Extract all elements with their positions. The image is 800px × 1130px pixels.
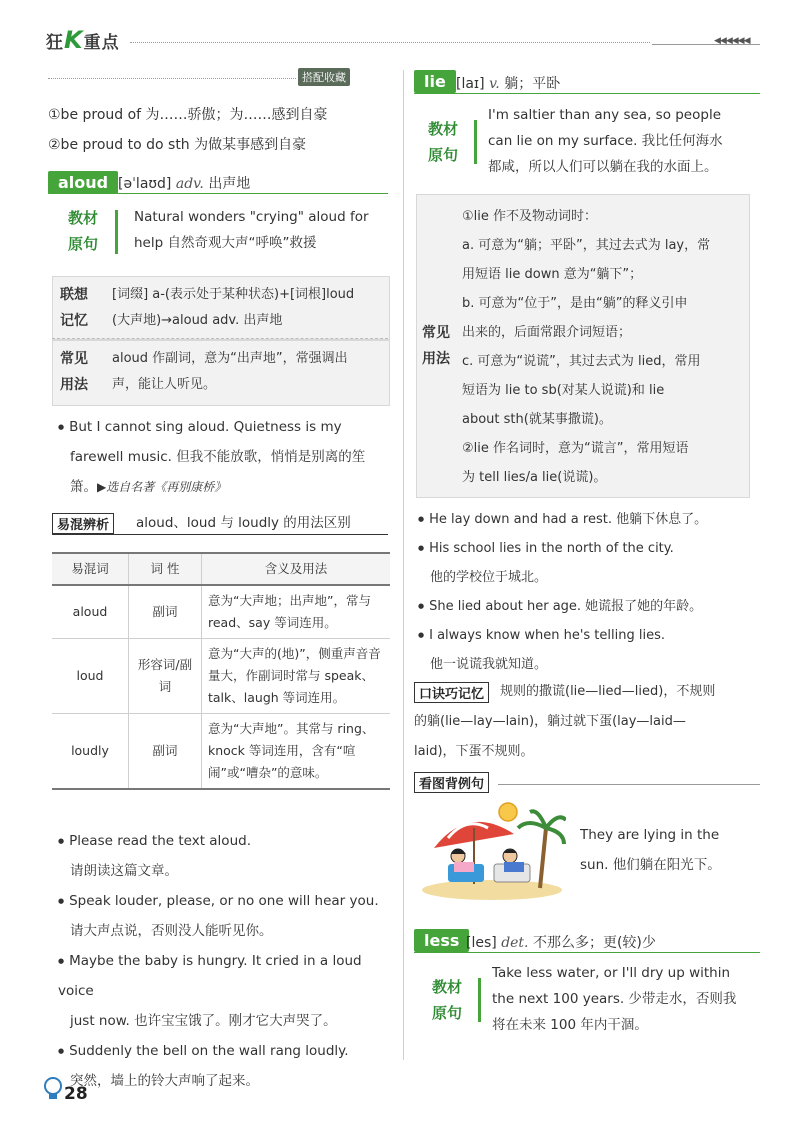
lie-underline: [414, 93, 760, 94]
usage-line: 短语为 lie to sb(对某人说谎)和 lie: [462, 383, 665, 398]
aloud-example-line-2: farewell music. 但我不能放歌，悄悄是别离的笙: [70, 449, 366, 465]
phrase-2: ②be proud to do sth 为做某事感到自豪: [48, 137, 307, 153]
less-underline: [414, 952, 760, 953]
beach-illustration: [418, 798, 566, 902]
logo-k: K: [64, 26, 84, 54]
book-logo: [46, 26, 120, 54]
table-header-row: [52, 553, 390, 585]
table-header: 词 性: [129, 553, 202, 585]
assoc-label-2: 记忆: [60, 313, 88, 329]
table-cell-usage: 意为“大声地；出声地”，常与 read、say 等词连用。: [202, 585, 391, 639]
example-line: ● He lay down and had a rest. 他躺下休息了。: [418, 505, 758, 534]
usage-line-1: aloud 作副词，意为“出声地”，常强调出: [112, 351, 348, 366]
table-cell-word: aloud: [52, 585, 129, 639]
usage-line: c. 可意为“说谎”，其过去式为 lied，常用: [462, 354, 701, 369]
example-en: ● Maybe the baby is hungry. It cried in a loud voice: [58, 946, 398, 1006]
usage-label-2: 用法: [60, 377, 88, 393]
table-cell-pos: 形容词/副词: [129, 639, 202, 714]
picture-tag: 看图背例句: [414, 772, 489, 793]
table-row: [52, 639, 390, 714]
usage-line: 出来的，后面常跟介词短语；: [462, 325, 632, 340]
aloud-underline: [48, 193, 388, 194]
less-sentence-line: 将在未来 100 年内干涸。: [492, 1017, 648, 1033]
mnemonic-line-1: 规则的撒谎(lie—lied—lied)，不规则: [500, 684, 716, 699]
left-example-list: [58, 826, 398, 1096]
word-tag-less: less: [414, 929, 469, 952]
green-bar: [115, 210, 118, 254]
lie-sentence-line: 都咸，所以人们可以躺在我的水面上。: [488, 159, 718, 175]
usage-line: about sth(就某事撒谎)。: [462, 412, 612, 427]
usage-label-1: 常见: [422, 325, 450, 341]
usage-line: 为 tell lies/a lie(说谎)。: [462, 470, 607, 485]
table-cell-word: loudly: [52, 714, 129, 790]
usage-line: a. 可意为“躺；平卧”，其过去式为 lay，常: [462, 238, 711, 253]
aloud-sentence-cn: help 自然奇观大声“呼唤”救援: [134, 235, 317, 251]
label-textbook: 教材: [68, 209, 99, 227]
logo-char: 狂: [46, 33, 64, 53]
arrows-icon: ◀◀◀◀◀◀: [714, 36, 750, 46]
table-row: [52, 585, 390, 639]
lightbulb-icon: [42, 1076, 64, 1102]
example-en: ● Please read the text aloud.: [58, 826, 398, 856]
table-header: 易混词: [52, 553, 129, 585]
phrase-1: ①be proud of 为……骄傲；为……感到自豪: [48, 107, 328, 123]
lie-pos: v.: [489, 76, 500, 92]
example-line: ● I always know when he's telling lies.: [418, 621, 758, 650]
example-en: ● Speak louder, please, or no one will hear you.: [58, 886, 398, 916]
lie-sentence-line: can lie on my surface. 我比任何海水: [488, 133, 723, 149]
phrase-rule: [48, 78, 296, 79]
word-tag-lie: lie: [414, 70, 456, 93]
less-meaning: 不那么多；更(较)少: [532, 935, 656, 951]
aloud-meaning: 出声地: [208, 176, 251, 192]
table-cell-pos: 副词: [129, 585, 202, 639]
aloud-phonetic: [əˈlaʊd]: [118, 176, 172, 192]
table-cell-pos: 副词: [129, 714, 202, 790]
example-line: 他一说谎我就知道。: [430, 657, 548, 672]
box-divider: [52, 338, 388, 339]
example-line: 他的学校位于城北。: [430, 570, 548, 585]
phrase-tag: 搭配收藏: [298, 68, 350, 86]
example-cn: 突然，墙上的铃大声响了起来。: [70, 1073, 259, 1089]
usage-line: ②lie 作名词时，意为“谎言”，常用短语: [462, 441, 689, 456]
usage-label-1: 常见: [60, 351, 88, 367]
aloud-sentence-en: Natural wonders "crying" aloud for: [134, 209, 369, 225]
lie-sentence-line: I'm saltier than any sea, so people: [488, 107, 722, 123]
assoc-label-1: 联想: [60, 287, 88, 303]
confusion-tag: 易混辨析: [52, 513, 114, 534]
picture-sentence-1: They are lying in the: [580, 827, 720, 843]
aloud-pos: adv.: [175, 176, 204, 192]
aloud-example-source: ▶选自名著《再别康桥》: [97, 480, 227, 494]
mnemonic-line-2: 的躺(lie—lay—lain)，躺过就下蛋(lay—laid—: [414, 714, 686, 729]
word-tag-aloud: aloud: [48, 171, 118, 194]
confusion-title: aloud、loud 与 loudly 的用法区别: [136, 515, 351, 531]
less-pos: det.: [501, 935, 529, 951]
example-cn: just now. 也许宝宝饿了。刚才它大声哭了。: [70, 1013, 337, 1029]
page-number: 28: [64, 1084, 88, 1104]
aloud-example-line-3: 箫。: [70, 479, 97, 495]
logo-tail: 重点: [83, 33, 120, 53]
table-row: [52, 714, 390, 790]
confusion-table: [52, 552, 390, 790]
label-original: 原句: [428, 146, 459, 164]
label-original: 原句: [68, 235, 99, 253]
table-cell-usage: 意为“大声地”。其常与 ring、knock 等词连用，含有“喧闹”或“嘈杂”的意味。: [202, 714, 391, 790]
usage-line: 用短语 lie down 意为“躺下”；: [462, 267, 643, 282]
assoc-line-2: (大声地)→aloud adv. 出声地: [112, 313, 283, 328]
usage-line: b. 可意为“位于”，是由“躺”的释义引申: [462, 296, 688, 311]
usage-line: ①lie 作不及物动词时：: [462, 209, 598, 224]
green-bar: [478, 978, 481, 1022]
example-line: ● She lied about her age. 她谎报了她的年龄。: [418, 592, 758, 621]
table-header: 含义及用法: [202, 553, 391, 585]
example-line: ● His school lies in the north of the city.: [418, 534, 758, 563]
lie-meaning: 躺；平卧: [504, 76, 561, 92]
column-divider: [403, 70, 404, 1060]
usage-line-2: 声，能让人听见。: [112, 377, 217, 392]
example-cn: 请朗读这篇文章。: [70, 863, 178, 879]
green-bar: [474, 120, 477, 164]
usage-label-2: 用法: [422, 351, 450, 367]
less-sentence-line: the next 100 years. 少带走水，否则我: [492, 991, 737, 1007]
header-rule: [130, 42, 650, 43]
label-textbook: 教材: [432, 978, 463, 996]
label-original: 原句: [432, 1004, 463, 1022]
example-en: ● Suddenly the bell on the wall rang loudly.: [58, 1036, 398, 1066]
less-phonetic: [les]: [466, 935, 497, 951]
table-cell-usage: 意为“大声的(地)”，侧重声音音量大，作副词时常与 speak、talk、laugh 等词连用。: [202, 639, 391, 714]
mnemonic-tag: 口诀巧记忆: [414, 682, 489, 703]
assoc-line-1: [词缀] a-(表示处于某种状态)+[词根]loud: [112, 287, 355, 302]
picture-sentence-2: sun. 他们躺在阳光下。: [580, 857, 721, 873]
less-sentence-line: Take less water, or I'll dry up within: [492, 965, 731, 981]
lie-usage-lines: [462, 202, 710, 492]
lie-example-list: [418, 505, 758, 679]
table-cell-word: loud: [52, 639, 129, 714]
aloud-example-line-1: ● But I cannot sing aloud. Quietness is my: [58, 412, 398, 442]
mnemonic-line-3: laid)，下蛋不规则。: [414, 744, 534, 759]
example-cn: 请大声点说，否则没人能听见你。: [70, 923, 273, 939]
label-textbook: 教材: [428, 120, 459, 138]
picture-rule: [498, 784, 760, 785]
lie-phonetic: [laɪ]: [456, 76, 485, 92]
